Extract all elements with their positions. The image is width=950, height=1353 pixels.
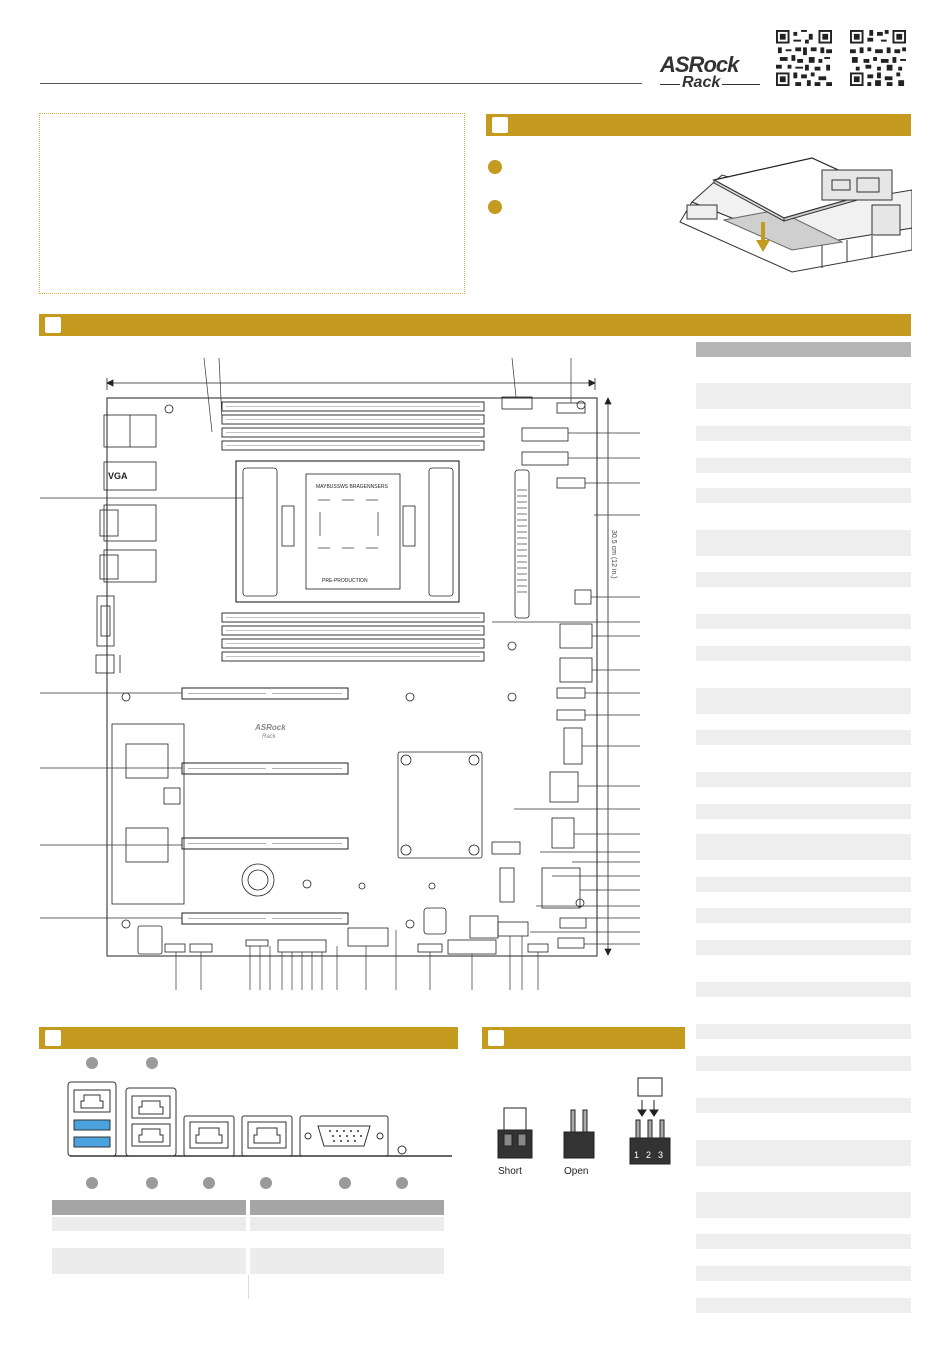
section-number-box <box>488 1030 504 1046</box>
io-callout-dot <box>146 1177 158 1189</box>
spec-table-row <box>696 908 911 923</box>
io-callout-dot <box>396 1177 408 1189</box>
section-rear-io-bar <box>39 1027 458 1049</box>
board-logo: ASRock <box>255 723 286 732</box>
header-rule <box>40 83 642 84</box>
jumper-short-label: Short <box>498 1166 522 1177</box>
step-1-dot <box>488 160 502 174</box>
io-table-row <box>250 1248 444 1274</box>
spec-table-row <box>696 1056 911 1071</box>
section-layout-bar <box>39 314 911 336</box>
spec-table-row <box>696 834 911 860</box>
spec-table-row <box>696 877 911 892</box>
jumper-setting-diagram <box>490 1070 685 1180</box>
section-jumper-bar <box>482 1027 685 1049</box>
chassis-installation-illustration <box>672 150 912 280</box>
spec-table-row <box>696 426 911 441</box>
pin-number: 2 <box>646 1150 652 1160</box>
spec-table-row <box>696 1266 911 1281</box>
qr-code-icon <box>850 30 906 86</box>
spec-table-row <box>696 1140 911 1166</box>
spec-table-row <box>696 730 911 745</box>
io-table-header-left <box>52 1200 246 1215</box>
pin-number: 1 <box>634 1150 640 1160</box>
section-number-box <box>45 1030 61 1046</box>
spec-table-row <box>696 614 911 629</box>
spec-table-row <box>696 488 911 503</box>
socket-top-label: MAYBUSSWS BRAGENNSERS <box>316 484 388 490</box>
jumper-open-label: Open <box>564 1166 589 1177</box>
io-callout-dot <box>339 1177 351 1189</box>
io-callout-dot <box>203 1177 215 1189</box>
spec-table-row <box>696 772 911 787</box>
spec-table-row <box>696 572 911 587</box>
io-table-row <box>52 1248 246 1274</box>
socket-bottom-label: PRE-PRODUCTION <box>322 578 368 584</box>
io-table-divider <box>248 1275 249 1299</box>
spec-table-row <box>696 530 911 556</box>
io-table-row <box>250 1217 444 1231</box>
rear-io-panel-diagram <box>60 1075 460 1165</box>
spec-table-header <box>696 342 911 357</box>
board-dimension-label: 30.5 cm (12 in.) <box>610 530 617 579</box>
step-2-dot <box>488 200 502 214</box>
spec-table-row <box>696 383 911 409</box>
io-table-header-right <box>250 1200 444 1215</box>
spec-table-row <box>696 1192 911 1218</box>
io-callout-dot <box>260 1177 272 1189</box>
spec-table-row <box>696 646 911 661</box>
io-callout-dot <box>86 1177 98 1189</box>
section-number-box <box>45 317 61 333</box>
asrock-rack-logo: ASRock Rack <box>660 52 762 92</box>
section-number-box <box>492 117 508 133</box>
io-callout-dot <box>146 1057 158 1069</box>
down-arrow-icon <box>761 222 765 242</box>
spec-table-row <box>696 1298 911 1313</box>
section-installation-bar <box>486 114 911 136</box>
io-callout-dot <box>86 1057 98 1069</box>
spec-table-row <box>696 804 911 819</box>
spec-table-row <box>696 1234 911 1249</box>
qr-code-icon <box>776 30 832 86</box>
spec-table-row <box>696 458 911 473</box>
spec-table-row <box>696 982 911 997</box>
spec-table-row <box>696 1098 911 1113</box>
vga-label: VGA <box>108 471 128 481</box>
spec-table-row <box>696 940 911 955</box>
spec-table-row <box>696 1024 911 1039</box>
spec-table-row <box>696 688 911 714</box>
notice-box <box>39 113 465 294</box>
pin-number: 3 <box>658 1150 664 1160</box>
svg-text:Rack: Rack <box>262 734 276 740</box>
io-table-row <box>52 1217 246 1231</box>
motherboard-layout-diagram <box>40 350 640 1000</box>
